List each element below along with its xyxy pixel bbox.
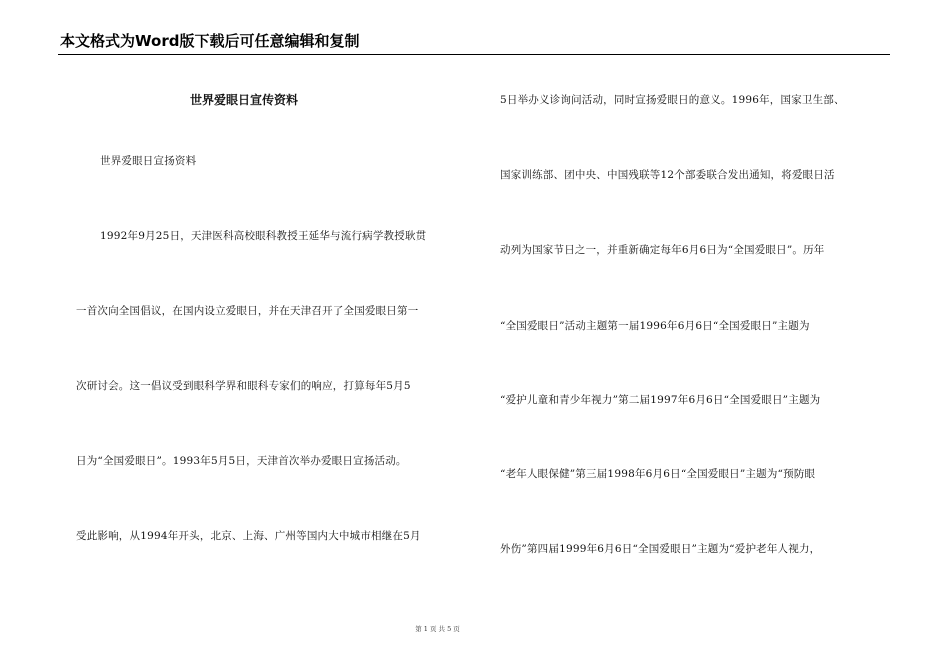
left-column-line: 受此影响，从1994年开头，北京、上海、广州等国内大中城市相继在5月 <box>76 530 421 542</box>
right-column-line: “爱护儿童和青少年视力”第二届1997年6月6日“全国爱眼日”主题为 <box>500 394 821 406</box>
left-column-line: 世界爱眼日宣扬资料 <box>100 155 197 167</box>
right-column-line: 动列为国家节日之一，并重新确定每年6月6日为“全国爱眼日”。历年 <box>500 244 825 256</box>
right-column-line: 外伤”第四届1999年6月6日“全国爱眼日”主题为“爱护老年人视力， <box>500 543 821 555</box>
header-divider <box>58 54 890 55</box>
document-title: 世界爱眼日宣传资料 <box>190 93 299 107</box>
right-column-line: 国家训练部、团中央、中国残联等12个部委联合发出通知，将爱眼日活 <box>500 169 835 181</box>
page-header: 本文格式为Word版下载后可任意编辑和复制 <box>60 32 360 50</box>
left-column-line: 日为“全国爱眼日”。1993年5月5日，天津首次举办爱眼日宣扬活动。 <box>76 455 407 467</box>
right-column-line: “全国爱眼日”活动主题第一届1996年6月6日“全国爱眼日”主题为 <box>500 320 810 332</box>
page-footer: 第 1 页 共 5 页 <box>415 625 460 633</box>
left-column-line: 1992年9月25日，天津医科高校眼科教授王延华与流行病学教授耿贯 <box>100 230 427 242</box>
left-column-line: 次研讨会。这一倡议受到眼科学界和眼科专家们的响应，打算每年5月5 <box>76 380 411 392</box>
right-column-line: “老年人眼保健”第三届1998年6月6日“全国爱眼日”主题为“预防眼 <box>500 468 816 480</box>
left-column-line: 一首次向全国倡议，在国内设立爱眼日，并在天津召开了全国爱眼日第一 <box>76 305 419 317</box>
right-column-line: 5日举办义诊询问活动，同时宣扬爱眼日的意义。1996年，国家卫生部、 <box>500 94 845 106</box>
